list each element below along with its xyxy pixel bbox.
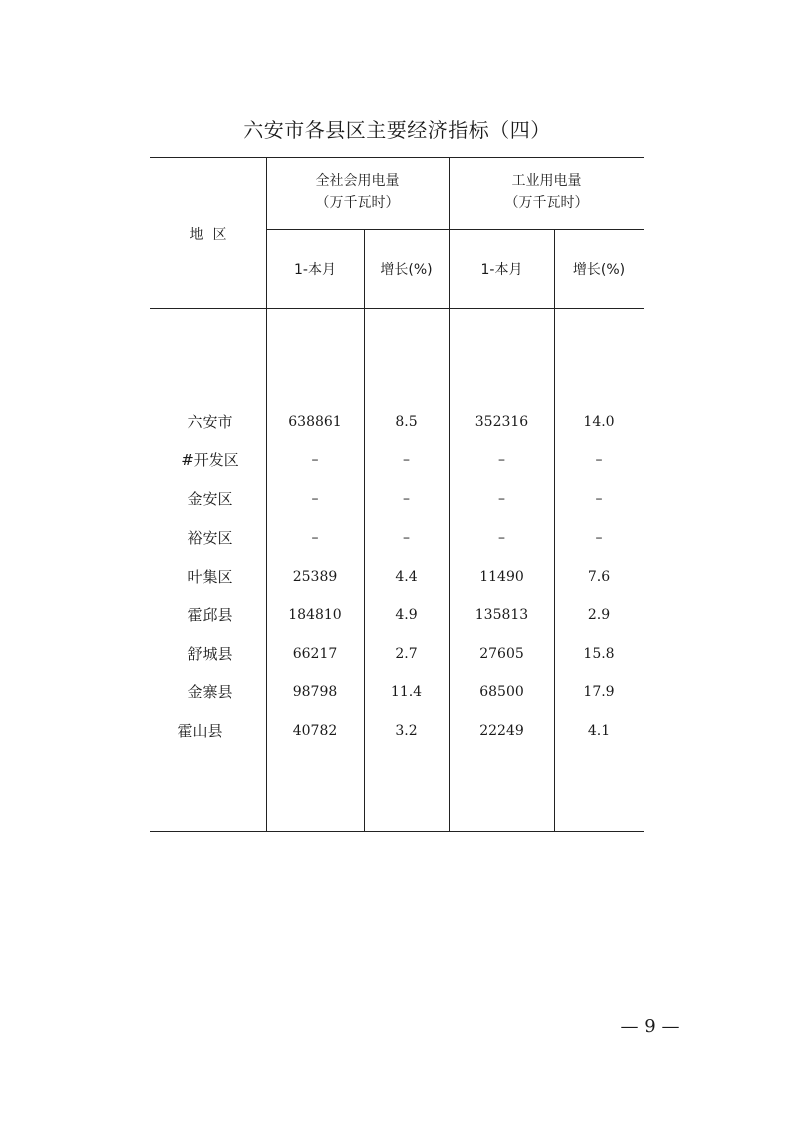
row-total-growth: 11.4 [390, 684, 423, 700]
header-period-2: 1-本月 [480, 262, 523, 278]
row-total-growth: 3.2 [395, 723, 418, 739]
table-bottom-border [150, 831, 644, 832]
row-total-value: 25389 [292, 569, 338, 585]
row-industrial-growth: 7.6 [587, 569, 611, 585]
row-industrial-growth: 15.8 [583, 646, 615, 662]
header-group2-line2: （万千瓦时） [504, 195, 589, 211]
page-title: 六安市各县区主要经济指标（四） [243, 118, 551, 142]
header-bottom-border [150, 308, 644, 309]
row-industrial-value: 135813 [474, 607, 529, 623]
row-industrial-value: 22249 [479, 723, 524, 739]
row-total-value: 638861 [288, 414, 342, 430]
table-top-border [150, 157, 644, 158]
row-industrial-value: – [498, 491, 505, 507]
row-region: 霍邱县 [187, 606, 233, 624]
row-region: 裕安区 [187, 529, 233, 547]
row-total-value: 40782 [292, 723, 338, 739]
row-industrial-growth: – [595, 491, 603, 507]
row-industrial-value: – [498, 530, 505, 546]
header-group-industrial-electricity [449, 170, 644, 214]
row-total-growth: – [403, 530, 410, 546]
row-industrial-growth: – [595, 452, 603, 468]
row-region: 舒城县 [187, 645, 233, 663]
row-industrial-growth: 2.9 [587, 607, 611, 623]
header-group-divider [266, 229, 644, 230]
row-industrial-growth: 14.0 [583, 414, 615, 430]
header-group1-line2: （万千瓦时） [315, 195, 400, 211]
header-growth-2: 增长(%) [572, 262, 626, 278]
row-total-value: – [311, 491, 319, 507]
header-growth-1: 增长(%) [380, 262, 433, 278]
header-region: 地 区 [189, 227, 227, 243]
row-total-growth: 2.7 [395, 646, 418, 662]
row-industrial-growth: 4.1 [587, 723, 611, 739]
row-industrial-value: 352316 [474, 414, 529, 430]
page-number: — 9 — [620, 1016, 680, 1037]
header-group1-line1: 全社会用电量 [315, 173, 400, 189]
row-total-growth: – [403, 491, 410, 507]
row-total-value: 98798 [292, 684, 338, 700]
row-total-value: – [311, 530, 319, 546]
row-industrial-growth: – [595, 530, 603, 546]
row-total-value: 66217 [292, 646, 338, 662]
row-industrial-value: – [498, 452, 505, 468]
row-region: 金安区 [187, 490, 233, 508]
header-group-total-electricity [266, 170, 449, 214]
row-industrial-value: 68500 [479, 684, 524, 700]
row-region: 金寨县 [187, 683, 233, 701]
row-total-value: – [311, 452, 319, 468]
row-total-growth: 8.5 [395, 414, 418, 430]
row-total-value: 184810 [288, 607, 342, 623]
row-industrial-value: 11490 [479, 569, 524, 585]
row-total-growth: – [403, 452, 410, 468]
row-region: 叶集区 [187, 568, 233, 586]
header-period-1: 1-本月 [294, 262, 336, 278]
header-group2-line1: 工业用电量 [511, 173, 582, 189]
row-total-growth: 4.9 [395, 607, 418, 623]
row-region: 六安市 [187, 413, 233, 431]
row-industrial-value: 27605 [479, 646, 524, 662]
row-region: 霍山县 [177, 722, 223, 740]
row-total-growth: 4.4 [395, 569, 418, 585]
row-region: #开发区 [181, 451, 239, 469]
row-industrial-growth: 17.9 [583, 684, 615, 700]
